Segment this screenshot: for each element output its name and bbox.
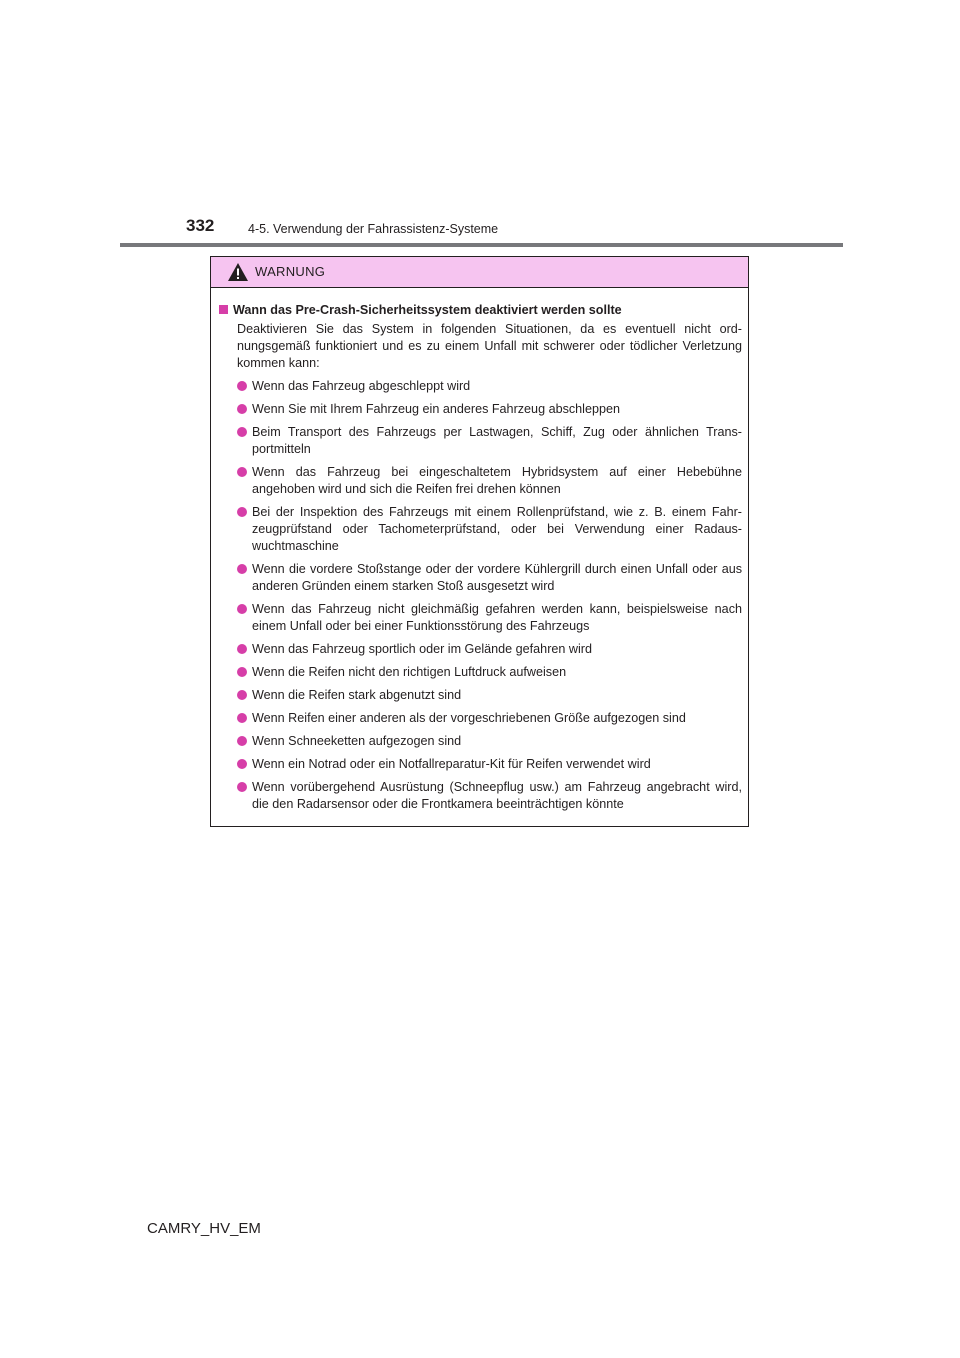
list-item-text: Beim Transport des Fahrzeugs per Lastwagen, Schiff, Zug oder ähnlichen Transportmitteln [252,425,742,456]
section-title: 4-5. Verwendung der Fahrassistenz-Systeme [248,222,499,236]
circle-bullet-icon [237,467,247,477]
circle-bullet-icon [237,644,247,654]
list-item [237,504,742,555]
warning-subhead-text: Wann das Pre-Crash-Sicherheitssystem deaktiviert werden sollte [233,303,622,317]
warning-box [210,256,749,827]
list-item [237,756,742,773]
list-item [237,664,742,681]
list-item-text: Wenn das Fahrzeug nicht gleichmäßig gefahren werden kann, beispielsweise nach einem Unfall oder bei einer Funktionsstörung des Fahrzeugs [252,602,742,633]
list-item [237,424,742,458]
warning-header [211,257,748,288]
footer-code: CAMRY_HV_EM [147,1220,261,1237]
page-number: 332 [186,216,215,235]
list-item [237,601,742,635]
list-item [237,779,742,813]
warning-item-list [219,378,742,813]
list-item [237,378,742,395]
list-item-text: Wenn die Reifen stark abgenutzt sind [252,688,462,702]
circle-bullet-icon [237,667,247,677]
list-item-text: Wenn die vordere Stoßstange oder der vordere Kühlergrill durch einen Unfall oder aus anderen Gründen einem starken Stoß ausgesetzt wird [252,562,742,593]
circle-bullet-icon [237,736,247,746]
square-bullet-icon [219,305,228,314]
circle-bullet-icon [237,759,247,769]
warning-label: WARNUNG [255,264,326,279]
list-item [237,687,742,704]
list-item-text: Wenn das Fahrzeug sportlich oder im Gelände gefahren wird [252,642,592,656]
warning-triangle-icon [227,262,249,282]
circle-bullet-icon [237,507,247,517]
list-item [237,641,742,658]
list-item [237,733,742,750]
circle-bullet-icon [237,427,247,437]
list-item-text: Wenn ein Notrad oder ein Notfallreparatur-Kit für Reifen verwendet wird [252,757,651,771]
circle-bullet-icon [237,381,247,391]
list-item [237,401,742,418]
list-item-text: Wenn das Fahrzeug bei eingeschaltetem Hybridsystem auf einer Hebebühne angehoben wird und sich die Reifen frei drehen können [252,465,742,496]
warning-body [211,288,748,813]
circle-bullet-icon [237,713,247,723]
header-rule [120,243,843,247]
list-item [237,561,742,595]
list-item-text: Wenn vorübergehend Ausrüstung (Schneepflug usw.) am Fahrzeug angebracht wird, die den Radarsensor oder die Frontkamera beeinträchtigen könnte [252,780,742,811]
circle-bullet-icon [237,404,247,414]
list-item-text: Bei der Inspektion des Fahrzeugs mit einem Rollenprüfstand, wie z. B. einem Fahrzeugprüfstand oder Tachometerprüfstand, oder bei Verwendung einer Radauswuchtmaschine [252,505,742,553]
circle-bullet-icon [237,604,247,614]
list-item [237,710,742,727]
list-item-text: Wenn Reifen einer anderen als der vorgeschriebenen Größe aufgezogen sind [252,711,686,725]
circle-bullet-icon [237,564,247,574]
circle-bullet-icon [237,690,247,700]
list-item-text: Wenn die Reifen nicht den richtigen Luftdruck aufweisen [252,665,567,679]
list-item-text: Wenn Schneeketten aufgezogen sind [252,734,462,748]
warning-subhead [219,302,742,319]
list-item-text: Wenn das Fahrzeug abgeschleppt wird [252,379,471,393]
list-item-text: Wenn Sie mit Ihrem Fahrzeug ein anderes Fahrzeug abschleppen [252,402,620,416]
circle-bullet-icon [237,782,247,792]
warning-intro: Deaktivieren Sie das System in folgenden Situationen, da es eventuell nicht ordnungsgemäß funktioniert und es zu einem Unfall mit schwerer oder tödlicher Verletzung kommen kann: [237,322,742,370]
list-item [237,464,742,498]
